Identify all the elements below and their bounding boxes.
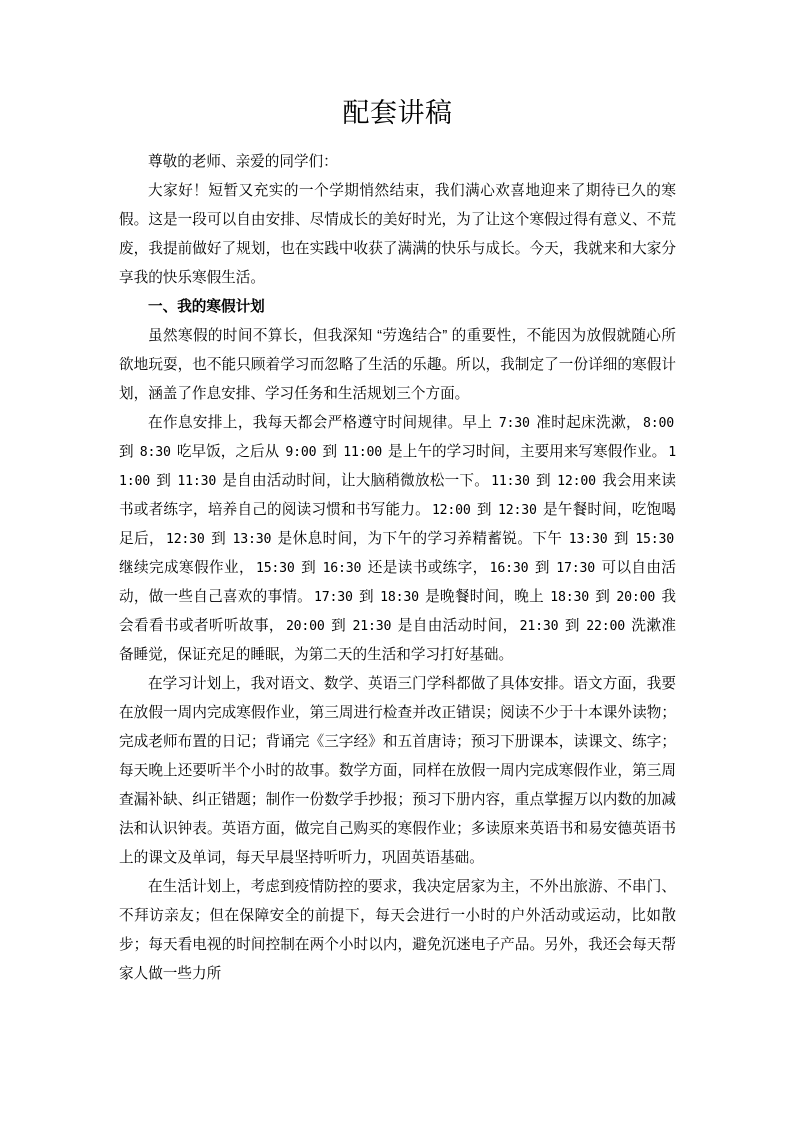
inline-time-value: 11:30	[177, 474, 217, 489]
inline-time-value: 20:00	[285, 619, 325, 634]
inline-time-value: 21:30	[519, 619, 559, 634]
inline-time-value: 15:30	[635, 532, 675, 547]
inline-time-value: 12:00	[431, 503, 471, 518]
heading-my-winter-vacation-plan: 一、我的寒假计划	[148, 299, 265, 315]
inline-time-value: 21:30	[352, 619, 392, 634]
paragraph-plan-overview: 虽然寒假的时间不算长，但我深知 “劳逸结合” 的重要性，不能因为放假就随心所欲地玩耍，也不能只顾着学习而忽略了生活的乐趣。所以，我制定了一份详细的寒假计划，涵盖了作息安排、学习任务和生活规划三个方面。	[119, 328, 676, 402]
inline-time-value: 12:30	[497, 503, 537, 518]
inline-time-value: 22:00	[586, 619, 625, 634]
inline-time-value: 12:00	[557, 474, 596, 489]
inline-time-value: 13:30	[568, 532, 608, 547]
inline-time-value: 11:00	[343, 445, 382, 460]
inline-time-value: 12:30	[165, 532, 205, 547]
inline-time-value: 8:00	[643, 416, 674, 431]
inline-time-value: 16:30	[322, 561, 362, 576]
page-title: 配套讲稿	[342, 98, 453, 128]
paragraph-opening: 大家好！短暂又充实的一个学期悄然结束，我们满心欢喜地迎来了期待已久的寒假。这是一段可以自由安排、尽情成长的美好时光，为了让这个寒假过得有意义、不荒废，我提前做好了规划，也在实践中收获了满满的快乐与成长。今天，我就来和大家分享我的快乐寒假生活。	[119, 183, 676, 286]
inline-time-value: 20:00	[616, 590, 656, 605]
document-body	[119, 177, 676, 989]
inline-time-value: 18:30	[380, 590, 419, 605]
inline-time-value: 17:30	[313, 590, 353, 605]
inline-time-value: 16:30	[489, 561, 529, 576]
document-content	[119, 0, 676, 989]
inline-time-value: 8:30	[139, 445, 171, 460]
salutation-line: 尊敬的老师、亲爱的同学们：	[148, 154, 338, 170]
inline-time-value: 13:30	[232, 532, 272, 547]
inline-time-value: 7:30	[498, 416, 530, 431]
paragraph-life-plan: 在生活计划上，考虑到疫情防控的要求，我决定居家为主，不外出旅游、不串门、不拜访亲友；但在保障安全的前提下，每天会进行一小时的户外活动或运动，比如散步；每天看电视的时间控制在两个小时以内，避免沉迷电子产品。另外，我还会每天帮家人做一些力所	[119, 879, 676, 982]
inline-time-value: 18:30	[550, 590, 589, 605]
inline-time-value: 17:30	[556, 561, 595, 576]
inline-time-value: 11:00	[119, 445, 676, 489]
paragraph-daily-schedule: 在作息安排上，我每天都会严格遵守时间规律。早上 7:30 准时起床洗漱， 8:00 到 8:30 吃早饭，之后从 9:00 到 11:00 是上午的学习时间，主要用来写寒假作业。 11:00 到 11:30 是自由活动时间，让大脑稍微放松一下。 11:30 到 12:00 我会用来读书或者练字，培养自己的阅读习惯和书写能力。 12:00 到 12:30 是午餐时间，吃饱喝足后， 12:30 到 13:30 是休息时间，为下午的学习养精蓄锐。下午 13:30 到 15:30 继续完成寒假作业， 15:30 到 16:30 还是读书或练字， 16:30 到 17:30 可以自由活动，做一些自己喜欢的事情。 17:30 到 18:30 是晚餐时间，晚上 18:30 到 20:00 我会看看书或者听听故事， 20:00 到 21:30 是自由活动时间， 21:30 到 22:00 洗漱准备睡觉，保证充足的睡眠，为第二天的生活和学习打好基础。	[119, 415, 677, 663]
paragraph-study-plan: 在学习计划上，我对语文、数学、英语三门学科都做了具体安排。语文方面，我要在放假一周内完成寒假作业，第三周进行检查并改正错误；阅读不少于十本课外读物；完成老师布置的日记；背诵完《三字经》和五首唐诗；预习下册课本，读课文、练字；每天晚上还要听半个小时的故事。数学方面，同样在放假一周内完成寒假作业，第三周查漏补缺、纠正错题；制作一份数学手抄报；预习下册内容，重点掌握万以内数的加减法和认识钟表。英语方面，做完自己购买的寒假作业；多读原来英语书和易安德英语书上的课文及单词，每天早晨坚持听听力，巩固英语基础。	[119, 676, 676, 866]
inline-time-value: 11:30	[491, 474, 530, 489]
inline-time-value: 9:00	[285, 445, 317, 460]
inline-time-value: 15:30	[255, 561, 295, 576]
